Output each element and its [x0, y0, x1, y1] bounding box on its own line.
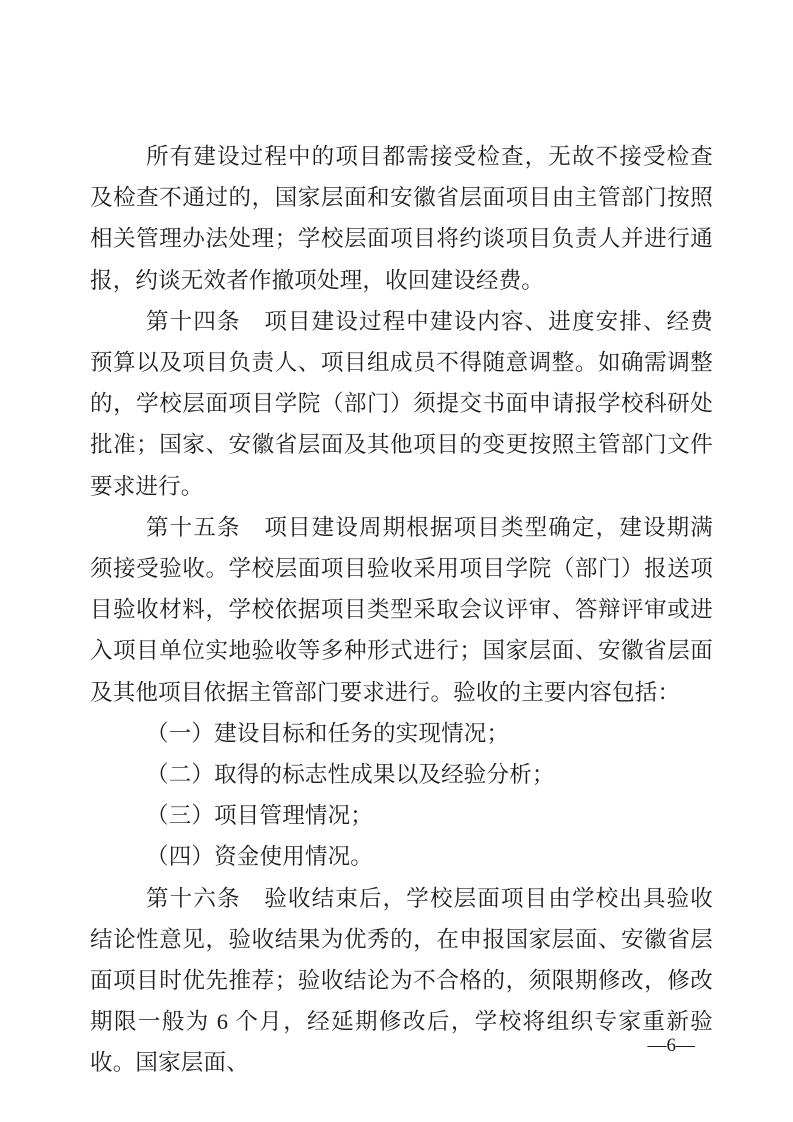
page-number: —6— [647, 1035, 695, 1056]
paragraph-article-16: 第十六条 验收结束后，学校层面项目由学校出具验收结论性意见，验收结果为优秀的，在申报国家层面、安徽省层面项目时优先推荐；验收结论为不合格的，须限期修改，修改期限一般为 6 个月，经延期修改后，学校将组织专家重新验收。国家层面、 [90, 885, 713, 1076]
paragraph-article-14: 第十四条 项目建设过程中建设内容、进度安排、经费预算以及项目负责人、项目组成员不得随意调整。如确需调整的，学校层面项目学院（部门）须提交书面申请报学校科研处批准；国家、安徽省层面及其他项目的变更按照主管部门文件要求进行。 [90, 308, 713, 499]
list-item-2: （二）取得的标志性成果以及经验分析； [146, 762, 555, 788]
list-item-1: （一）建设目标和任务的实现情况； [146, 720, 510, 746]
list-item-4: （四）资金使用情况。 [146, 844, 374, 870]
list-item-3: （三）项目管理情况； [146, 803, 374, 829]
document-body [90, 136, 713, 1084]
paragraph-inspection: 所有建设过程中的项目都需接受检查，无故不接受检查及检查不通过的，国家层面和安徽省层面项目由主管部门按照相关管理办法处理；学校层面项目将约谈项目负责人并进行通报，约谈无效者作撤项处理，收回建设经费。 [90, 144, 713, 293]
paragraph-article-15: 第十五条 项目建设周期根据项目类型确定，建设期满须接受验收。学校层面项目验收采用项目学院（部门）报送项目验收材料，学校依据项目类型采取会议评审、答辩评审或进入项目单位实地验收等多种形式进行；国家层面、安徽省层面及其他项目依据主管部门要求进行。验收的主要内容包括： [90, 514, 713, 705]
